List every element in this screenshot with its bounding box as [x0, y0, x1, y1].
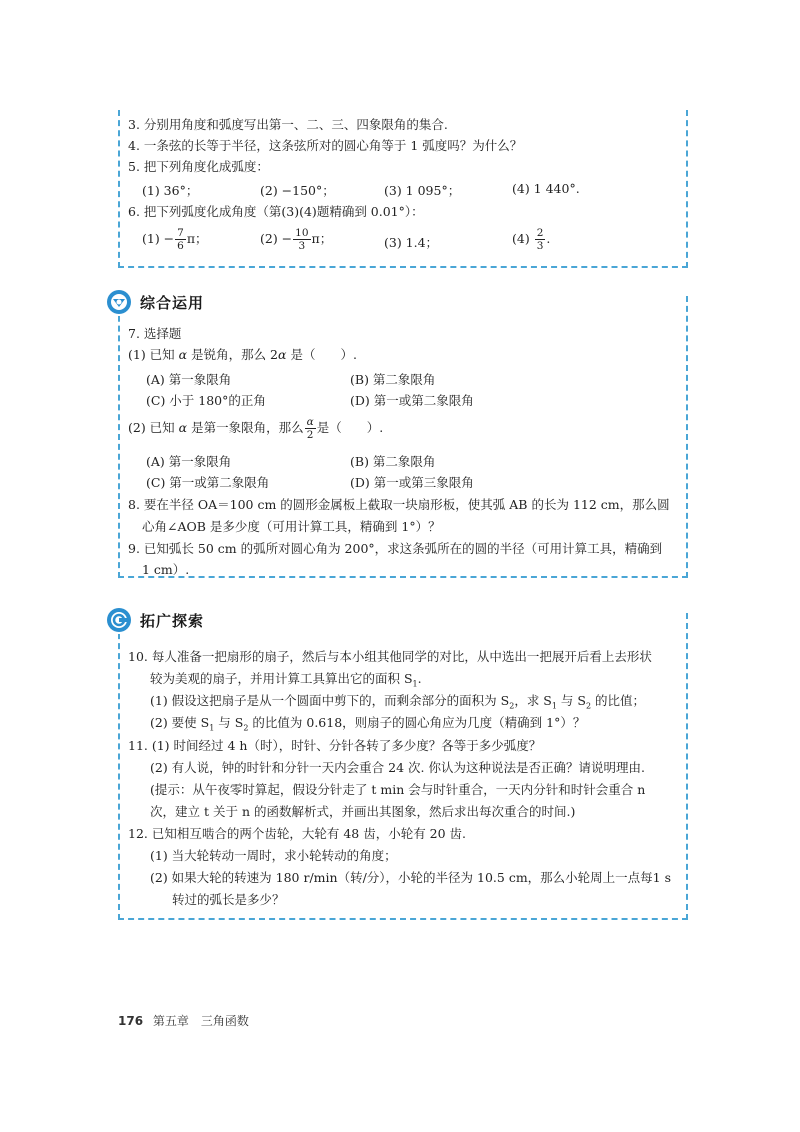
page-number: 176: [118, 1014, 144, 1028]
q7-part-2: (2) 已知 α 是第一象限角，那么 $\frac{\alpha}{2}$ 是（ ）.: [128, 416, 384, 441]
q6-option-3: (3) 1.4；: [384, 235, 439, 250]
q7-1-choice-a: (A) 第一象限角: [146, 372, 232, 387]
section-badge-icon: [106, 607, 132, 633]
question-11-line-1: 11. (1) 时间经过 4 h（时），时针、分针各转了多少度？各等于多少弧度？: [128, 738, 542, 753]
fraction: $\frac{7}{6}$: [177, 227, 184, 252]
q6-option-4: (4) $\frac{2}{3}$ .: [512, 227, 551, 252]
section-header-extension: [106, 606, 212, 634]
q10-part-1: (1) 假设这把扇子是从一个圆面中剪下的，而剩余部分的面积为 $S_2$，求 $S_1$ 与 $S_2$ 的比值；: [150, 693, 646, 711]
section-title: 拓广探索: [140, 611, 205, 630]
section-badge-icon: [106, 289, 132, 315]
question-10-line-1: 10. 每人准备一把扇形的扇子，然后与本小组其他同学的对比，从中选出一把展开后看上去形状: [128, 649, 652, 664]
question-12-line-3: (2) 如果大轮的转速为 180 r/min（转/分），小轮的半径为 10.5 cm，那么小轮周上一点每1 s: [150, 870, 672, 885]
question-11-line-4: 次，建立 t 关于 n 的函数解析式，并画出其图象，然后求出每次重合的时间.): [150, 804, 576, 819]
question-11-line-2: (2) 有人说，钟的时针和分针一天内会重合 24 次. 你认为这种说法是否正确？请说明理由.: [150, 760, 645, 775]
question-9-line-2: 1 cm）.: [142, 562, 190, 577]
q7-part-1: (1) 已知 α 是锐角，那么 2α 是（ ）.: [128, 347, 357, 362]
q5-option-3: (3) 1 095°；: [384, 183, 461, 198]
q7-2-choice-a: (A) 第一象限角: [146, 454, 232, 469]
q7-2-choice-d: (D) 第一或第三象限角: [350, 475, 474, 490]
question-5: 5. 把下列角度化成弧度：: [128, 159, 269, 174]
question-12-line-4: 转过的弧长是多少？: [172, 892, 285, 907]
question-6: 6. 把下列弧度化成角度（第(3)(4)题精确到 0.01°）：: [128, 204, 424, 219]
q6-option-1: (1) − $\frac{7}{6}$ π；: [142, 227, 208, 252]
q10-part-2: (2) 要使 $S_1$ 与 $S_2$ 的比值为 0.618，则扇子的圆心角应为几度（精确到 1°）？: [150, 715, 586, 733]
fraction: $\frac{10}{3}$: [295, 227, 309, 252]
question-12-line-2: (1) 当大轮转动一周时，求小轮转动的角度；: [150, 848, 397, 863]
question-7: 7. 选择题: [128, 326, 182, 341]
q5-option-4: (4) 1 440°.: [512, 181, 580, 196]
q5-option-2: (2) −150°；: [260, 183, 335, 198]
q7-1-choice-d: (D) 第一或第二象限角: [350, 393, 474, 408]
question-12-line-1: 12. 已知相互啮合的两个齿轮，大轮有 48 齿，小轮有 20 齿.: [128, 826, 467, 841]
fraction: $\frac{\alpha}{2}$: [306, 416, 314, 441]
q7-2-choice-c: (C) 第一或第二象限角: [146, 475, 270, 490]
question-11-line-3: (提示：从午夜零时算起，假设分针走了 t min 会与时针重合，一天内分针和时针会重合 n: [150, 782, 646, 797]
q7-1-choice-b: (B) 第二象限角: [350, 372, 436, 387]
fraction: $\frac{2}{3}$: [536, 227, 544, 252]
question-3: 3. 分别用角度和弧度写出第一、二、三、四象限角的集合.: [128, 117, 448, 132]
question-8-line-2: 心角∠AOB 是多少度（可用计算工具，精确到 1°）？: [142, 519, 441, 534]
question-9-line-1: 9. 已知弧长 50 cm 的弧所对圆心角为 200°，求这条弧所在的圆的半径（可用计算工具，精确到: [128, 541, 663, 556]
q7-2-choice-b: (B) 第二象限角: [350, 454, 436, 469]
q5-option-1: (1) 36°；: [142, 183, 199, 198]
page-footer: [118, 1012, 249, 1029]
chapter-title: 第五章 三角函数: [152, 1014, 249, 1028]
section-header-comprehensive: [106, 288, 212, 316]
section-title: 综合运用: [140, 293, 205, 312]
question-10-line-2: 较为美观的扇子，并用计算工具算出它的面积 $S_1$.: [150, 671, 422, 689]
q7-1-choice-c: (C) 小于 180°的正角: [146, 393, 266, 408]
q6-option-2: (2) − $\frac{10}{3}$ π；: [260, 227, 333, 252]
question-8-line-1: 8. 要在半径 OA＝100 cm 的圆形金属板上截取一块扇形板，使其弧 AB 的长为 112 cm，那么圆: [128, 497, 670, 512]
question-4: 4. 一条弦的长等于半径，这条弦所对的圆心角等于 1 弧度吗？为什么？: [128, 138, 523, 153]
